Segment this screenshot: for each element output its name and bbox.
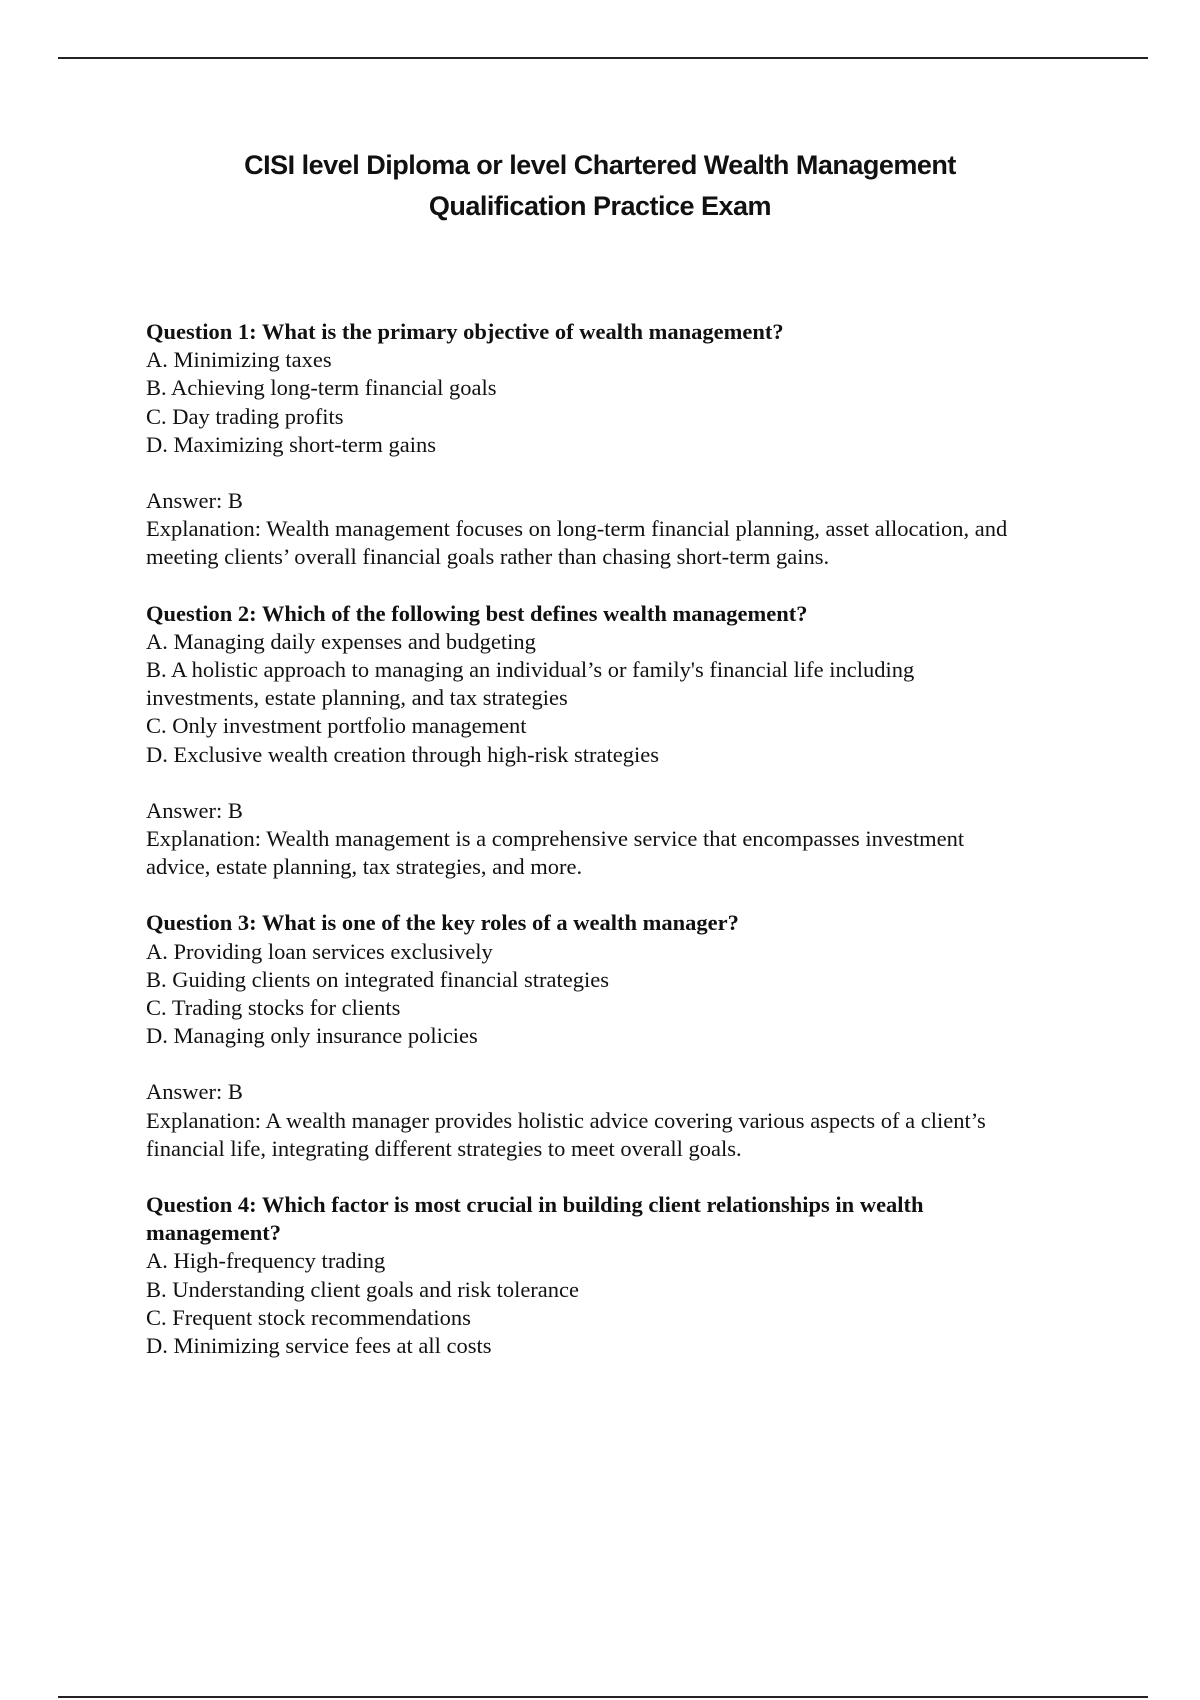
question-block bbox=[146, 318, 1106, 459]
answer-option: C. Day trading profits bbox=[146, 403, 344, 429]
answer-option: A. Providing loan services exclusively bbox=[146, 938, 493, 964]
question-text: management? bbox=[146, 1220, 281, 1246]
document-title bbox=[0, 145, 1200, 227]
answer-option: A. Minimizing taxes bbox=[146, 347, 332, 373]
header-rule bbox=[58, 57, 1148, 59]
answer-option: A. Managing daily expenses and budgeting bbox=[146, 628, 536, 654]
spacer bbox=[146, 769, 1106, 797]
answer-key: Answer: B bbox=[146, 797, 243, 823]
explanation-text: financial life, integrating different strategies to meet overall goals. bbox=[146, 1135, 742, 1161]
answer-option: B. Guiding clients on integrated financial strategies bbox=[146, 966, 609, 992]
spacer bbox=[146, 881, 1106, 909]
answer-block bbox=[146, 487, 1106, 572]
answer-key: Answer: B bbox=[146, 1079, 243, 1105]
question-text: Question 2: Which of the following best defines wealth management? bbox=[146, 600, 808, 626]
footer-rule bbox=[58, 1696, 1148, 1698]
question-text: Question 4: Which factor is most crucial in building client relationships in wealth bbox=[146, 1192, 924, 1218]
question-text: Question 3: What is one of the key roles of a wealth manager? bbox=[146, 910, 739, 936]
question-text: Question 1: What is the primary objective of wealth management? bbox=[146, 319, 784, 344]
question-block bbox=[146, 1191, 1106, 1360]
answer-option: D. Minimizing service fees at all costs bbox=[146, 1333, 492, 1359]
answer-option: D. Exclusive wealth creation through high-risk strategies bbox=[146, 741, 659, 767]
question-block bbox=[146, 600, 1106, 769]
explanation-text: meeting clients’ overall financial goals rather than chasing short-term gains. bbox=[146, 544, 830, 570]
spacer bbox=[146, 1163, 1106, 1191]
answer-option: B. Achieving long-term financial goals bbox=[146, 375, 497, 401]
answer-option: D. Managing only insurance policies bbox=[146, 1023, 478, 1049]
answer-option: investments, estate planning, and tax strategies bbox=[146, 685, 568, 711]
spacer bbox=[146, 1050, 1106, 1078]
question-block bbox=[146, 909, 1106, 1050]
answer-option: D. Maximizing short-term gains bbox=[146, 431, 436, 457]
answer-block bbox=[146, 1078, 1106, 1163]
answer-option: C. Only investment portfolio management bbox=[146, 713, 527, 739]
spacer bbox=[146, 572, 1106, 600]
answer-option: B. A holistic approach to managing an individual’s or family's financial life including bbox=[146, 657, 915, 683]
answer-option: A. High-frequency trading bbox=[146, 1248, 386, 1274]
explanation-text: Explanation: Wealth management is a comprehensive service that encompasses investment bbox=[146, 826, 965, 852]
explanation-text: advice, estate planning, tax strategies, and more. bbox=[146, 854, 583, 880]
answer-option: B. Understanding client goals and risk tolerance bbox=[146, 1276, 580, 1302]
explanation-text: Explanation: Wealth management focuses on long-term financial planning, asset allocation, and bbox=[146, 516, 1008, 542]
title-line: Qualification Practice Exam bbox=[428, 191, 772, 221]
answer-option: C. Trading stocks for clients bbox=[146, 995, 401, 1021]
question-list bbox=[146, 318, 1106, 1360]
spacer bbox=[146, 459, 1106, 487]
answer-key: Answer: B bbox=[146, 488, 243, 514]
answer-block bbox=[146, 797, 1106, 882]
answer-option: C. Frequent stock recommendations bbox=[146, 1304, 471, 1330]
title-line: CISI level Diploma or level Chartered Wealth Management bbox=[244, 150, 956, 180]
explanation-text: Explanation: A wealth manager provides holistic advice covering various aspects of a client’s bbox=[146, 1107, 986, 1133]
